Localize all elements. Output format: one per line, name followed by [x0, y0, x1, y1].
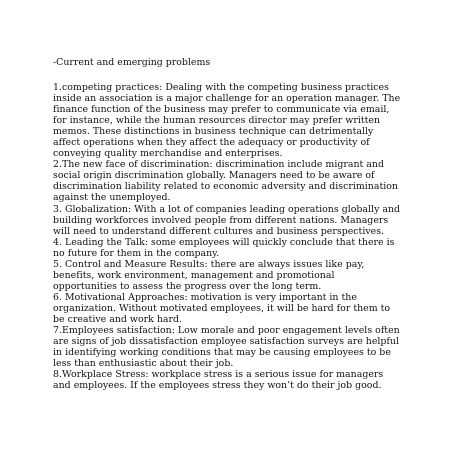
problem-item-leading-the-talk: 4. Leading the Talk: some employees will quickly conclude that there is no future for them in the company. [53, 236, 395, 259]
problem-item-discrimination: 2.The new face of discrimination: discrimination include migrant and social origin discrimination globally. Managers need to be aware of discrimination liability related to economic adversity and discrimination against the unemployed. [53, 159, 399, 204]
problem-item-motivational-approaches: 6. Motivational Approaches: motivation is very important in the organization. Without motivated employees, it will be hard for them to be creative and work hard. [53, 291, 391, 325]
problem-item-employee-satisfaction: 7.Employees satisfaction: Low morale and poor engagement levels often are signs of job dissatisfaction employee satisfaction surveys are helpful in identifying working conditions that may be causing employees to be less than enthusiastic about their job. [53, 325, 400, 370]
problem-item-workplace-stress: 8.Workplace Stress: workplace stress is a serious issue for managers and employees. If the employees stress they won’t do their job good. [53, 369, 384, 392]
problem-item-competing-practices: 1.competing practices: Dealing with the competing business practices inside an association is a major challenge for an operation manager. The finance function of the business may prefer to communicate via email, for instance, while the human resources director may prefer written memos. These distinctions in business technique can detrimentally affect operations when they affect the adequacy or productivity of conveying quality merchandise and enterprises. [53, 82, 401, 160]
problem-item-globalization: 3. Globalization: With a lot of companies leading operations globally and building workforces involved people from different nations. Managers will need to understand different cultures and business perspectives. [53, 203, 401, 237]
problem-list [53, 82, 401, 391]
section-heading: -Current and emerging problems [53, 57, 211, 68]
problem-item-control-and-measure: 5. Control and Measure Results: there are always issues like pay, benefits, work environment, management and promotional opportunities to assess the progress over the long term. [53, 258, 365, 292]
